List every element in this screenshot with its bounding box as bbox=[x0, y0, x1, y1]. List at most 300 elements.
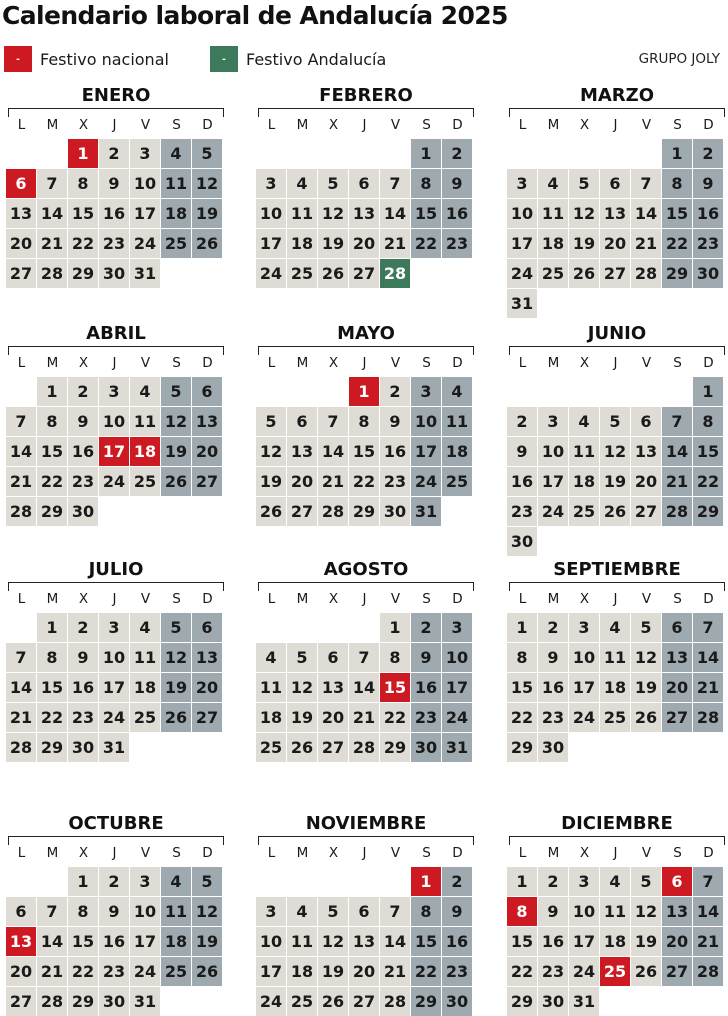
week-row bbox=[507, 957, 727, 987]
day-cell-weekend: 12 bbox=[192, 897, 222, 926]
week-row bbox=[507, 229, 727, 259]
empty-cell bbox=[538, 139, 568, 168]
day-cell-weekend: 30 bbox=[411, 733, 441, 762]
day-cell: 23 bbox=[99, 957, 129, 986]
weekday-label: L bbox=[17, 117, 26, 133]
weekday-label: L bbox=[17, 355, 26, 371]
weekday-label: J bbox=[613, 591, 618, 607]
weekday-label: J bbox=[613, 355, 618, 371]
empty-cell bbox=[538, 377, 568, 406]
month-title: MAYO bbox=[337, 323, 395, 344]
empty-cell bbox=[569, 733, 599, 762]
week-row bbox=[6, 199, 226, 229]
day-cell: 23 bbox=[99, 229, 129, 258]
weekday-header-row bbox=[256, 591, 476, 613]
weekday-label: J bbox=[362, 591, 367, 607]
festivo-nacional-swatch: - bbox=[4, 46, 32, 72]
week-row bbox=[507, 987, 727, 1016]
day-cell: 23 bbox=[380, 467, 410, 496]
day-cell-weekend: 9 bbox=[442, 169, 472, 198]
day-cell: 9 bbox=[99, 897, 129, 926]
empty-cell bbox=[538, 289, 568, 318]
day-cell-weekend: 2 bbox=[411, 613, 441, 642]
day-cell-weekend: 1 bbox=[662, 139, 692, 168]
day-cell: 22 bbox=[349, 467, 379, 496]
day-cell-weekend: 2 bbox=[693, 139, 723, 168]
day-cell: 24 bbox=[99, 703, 129, 732]
weekday-label: M bbox=[547, 355, 560, 371]
day-cell: 30 bbox=[507, 527, 537, 556]
month-header-rule bbox=[8, 108, 224, 117]
day-cell: 4 bbox=[287, 169, 317, 198]
day-cell: 10 bbox=[256, 199, 286, 228]
empty-cell bbox=[631, 289, 661, 318]
day-cell: 10 bbox=[130, 169, 160, 198]
week-row bbox=[6, 703, 226, 733]
weekday-label: V bbox=[641, 845, 652, 861]
day-cell: 8 bbox=[37, 643, 67, 672]
weekday-label: V bbox=[641, 117, 652, 133]
day-cell-weekend: 6 bbox=[192, 377, 222, 406]
weekday-label: L bbox=[17, 845, 26, 861]
month-title: DICIEMBRE bbox=[561, 813, 673, 834]
day-cell: 22 bbox=[37, 467, 67, 496]
day-cell: 11 bbox=[256, 673, 286, 702]
day-cell: 28 bbox=[37, 259, 67, 288]
day-cell: 19 bbox=[600, 467, 630, 496]
empty-cell bbox=[507, 139, 537, 168]
day-cell: 16 bbox=[538, 673, 568, 702]
month-diciembre bbox=[507, 812, 727, 1016]
day-cell: 15 bbox=[507, 673, 537, 702]
week-row bbox=[6, 259, 226, 289]
day-cell-weekend: 1 bbox=[411, 139, 441, 168]
day-cell-weekend: 4 bbox=[161, 867, 191, 896]
weekday-label: V bbox=[390, 591, 401, 607]
week-row bbox=[507, 673, 727, 703]
day-cell: 22 bbox=[507, 957, 537, 986]
day-cell: 16 bbox=[538, 927, 568, 956]
empty-cell bbox=[442, 259, 472, 288]
day-cell: 24 bbox=[569, 703, 599, 732]
day-cell: 13 bbox=[349, 927, 379, 956]
day-cell: 17 bbox=[256, 957, 286, 986]
day-cell: 12 bbox=[569, 199, 599, 228]
day-cell: 24 bbox=[256, 259, 286, 288]
day-cell: 7 bbox=[6, 643, 36, 672]
week-row bbox=[507, 377, 727, 407]
day-cell: 14 bbox=[37, 199, 67, 228]
day-cell-weekend: 12 bbox=[161, 643, 191, 672]
day-cell: 12 bbox=[256, 437, 286, 466]
month-days bbox=[256, 613, 476, 763]
day-cell: 10 bbox=[538, 437, 568, 466]
empty-cell bbox=[37, 867, 67, 896]
week-row bbox=[6, 407, 226, 437]
day-cell: 15 bbox=[349, 437, 379, 466]
day-cell: 27 bbox=[349, 987, 379, 1016]
day-cell: 10 bbox=[256, 927, 286, 956]
day-cell: 3 bbox=[256, 169, 286, 198]
day-cell: 2 bbox=[538, 867, 568, 896]
day-cell: 24 bbox=[538, 497, 568, 526]
day-cell: 5 bbox=[631, 867, 661, 896]
month-header-rule bbox=[8, 582, 224, 591]
day-cell: 21 bbox=[6, 467, 36, 496]
day-cell: 4 bbox=[600, 867, 630, 896]
day-cell: 2 bbox=[68, 377, 98, 406]
week-row bbox=[6, 437, 226, 467]
day-cell-festivo-nacional: 25 bbox=[600, 957, 630, 986]
weekday-header-row bbox=[507, 117, 727, 139]
week-row bbox=[6, 643, 226, 673]
week-row bbox=[256, 927, 476, 957]
weekday-label: J bbox=[112, 845, 117, 861]
month-title: NOVIEMBRE bbox=[305, 813, 427, 834]
month-days bbox=[6, 867, 226, 1016]
day-cell-weekend: 21 bbox=[693, 673, 723, 702]
day-cell-weekend: 27 bbox=[662, 703, 692, 732]
day-cell-weekend: 18 bbox=[161, 927, 191, 956]
day-cell-weekend: 20 bbox=[662, 927, 692, 956]
month-title: AGOSTO bbox=[323, 559, 409, 580]
week-row bbox=[507, 139, 727, 169]
day-cell-weekend: 22 bbox=[662, 229, 692, 258]
weekday-label: X bbox=[328, 355, 339, 371]
day-cell: 26 bbox=[256, 497, 286, 526]
weekday-label: L bbox=[267, 845, 276, 861]
empty-cell bbox=[693, 733, 723, 762]
day-cell-weekend: 6 bbox=[192, 613, 222, 642]
day-cell: 16 bbox=[507, 467, 537, 496]
day-cell: 23 bbox=[507, 497, 537, 526]
day-cell: 29 bbox=[349, 497, 379, 526]
day-cell-weekend: 24 bbox=[411, 467, 441, 496]
day-cell-weekend: 22 bbox=[411, 229, 441, 258]
week-row bbox=[256, 733, 476, 763]
weekday-label: S bbox=[172, 117, 181, 133]
day-cell: 3 bbox=[507, 169, 537, 198]
empty-cell bbox=[287, 139, 317, 168]
day-cell-weekend: 18 bbox=[442, 437, 472, 466]
week-row bbox=[507, 927, 727, 957]
day-cell: 27 bbox=[600, 259, 630, 288]
day-cell: 26 bbox=[631, 957, 661, 986]
weekday-label: D bbox=[703, 355, 714, 371]
day-cell: 27 bbox=[349, 259, 379, 288]
weekday-label: V bbox=[140, 355, 151, 371]
empty-cell bbox=[161, 733, 191, 762]
day-cell-weekend: 23 bbox=[442, 229, 472, 258]
empty-cell bbox=[662, 987, 692, 1016]
day-cell-weekend: 30 bbox=[442, 987, 472, 1016]
day-cell: 3 bbox=[130, 139, 160, 168]
day-cell: 11 bbox=[130, 643, 160, 672]
day-cell: 18 bbox=[600, 673, 630, 702]
day-cell: 3 bbox=[99, 613, 129, 642]
day-cell: 16 bbox=[380, 437, 410, 466]
weekday-label: D bbox=[452, 845, 463, 861]
day-cell: 29 bbox=[68, 987, 98, 1016]
week-row bbox=[507, 467, 727, 497]
day-cell: 14 bbox=[380, 927, 410, 956]
day-cell-festivo-nacional: 18 bbox=[130, 437, 160, 466]
day-cell-weekend: 8 bbox=[693, 407, 723, 436]
day-cell: 16 bbox=[99, 199, 129, 228]
day-cell: 30 bbox=[538, 733, 568, 762]
week-row bbox=[6, 467, 226, 497]
day-cell: 10 bbox=[569, 897, 599, 926]
empty-cell bbox=[6, 139, 36, 168]
weekday-header-row bbox=[256, 117, 476, 139]
weekday-header-row bbox=[507, 355, 727, 377]
day-cell: 21 bbox=[318, 467, 348, 496]
week-row bbox=[507, 289, 727, 319]
legend-festivo-nacional bbox=[4, 46, 169, 72]
empty-cell bbox=[6, 613, 36, 642]
weekday-label: V bbox=[140, 591, 151, 607]
week-row bbox=[256, 703, 476, 733]
empty-cell bbox=[380, 867, 410, 896]
day-cell: 17 bbox=[569, 673, 599, 702]
empty-cell bbox=[6, 377, 36, 406]
weekday-label: V bbox=[390, 117, 401, 133]
day-cell: 8 bbox=[68, 169, 98, 198]
day-cell: 9 bbox=[68, 407, 98, 436]
day-cell: 16 bbox=[99, 927, 129, 956]
empty-cell bbox=[600, 289, 630, 318]
day-cell-weekend: 20 bbox=[192, 437, 222, 466]
weekday-label: V bbox=[641, 591, 652, 607]
empty-cell bbox=[318, 377, 348, 406]
day-cell-weekend: 31 bbox=[442, 733, 472, 762]
day-cell-weekend: 8 bbox=[662, 169, 692, 198]
week-row bbox=[6, 733, 226, 763]
day-cell: 21 bbox=[37, 957, 67, 986]
day-cell: 27 bbox=[6, 259, 36, 288]
day-cell: 17 bbox=[538, 467, 568, 496]
weekday-label: S bbox=[673, 845, 682, 861]
day-cell: 6 bbox=[349, 897, 379, 926]
weekday-label: M bbox=[46, 117, 59, 133]
day-cell-festivo-nacional: 1 bbox=[411, 867, 441, 896]
day-cell: 16 bbox=[68, 437, 98, 466]
day-cell-weekend: 18 bbox=[161, 199, 191, 228]
empty-cell bbox=[318, 613, 348, 642]
day-cell: 27 bbox=[6, 987, 36, 1016]
day-cell: 20 bbox=[6, 957, 36, 986]
weekday-label: M bbox=[296, 355, 309, 371]
day-cell: 4 bbox=[130, 613, 160, 642]
week-row bbox=[507, 407, 727, 437]
day-cell: 12 bbox=[600, 437, 630, 466]
day-cell: 28 bbox=[6, 497, 36, 526]
weekday-label: M bbox=[46, 355, 59, 371]
day-cell-weekend: 10 bbox=[442, 643, 472, 672]
weekday-label: D bbox=[452, 355, 463, 371]
month-header-rule bbox=[509, 836, 725, 845]
day-cell-weekend: 21 bbox=[693, 927, 723, 956]
month-days bbox=[6, 613, 226, 763]
day-cell: 25 bbox=[569, 497, 599, 526]
festivo-andalucia-swatch: - bbox=[210, 46, 238, 72]
day-cell: 9 bbox=[380, 407, 410, 436]
day-cell: 19 bbox=[631, 673, 661, 702]
day-cell: 11 bbox=[287, 927, 317, 956]
day-cell: 3 bbox=[538, 407, 568, 436]
month-days bbox=[507, 377, 727, 557]
day-cell-weekend: 26 bbox=[161, 703, 191, 732]
page-title: Calendario laboral de Andalucía 2025 bbox=[2, 1, 508, 30]
weekday-label: L bbox=[518, 355, 527, 371]
day-cell: 11 bbox=[569, 437, 599, 466]
day-cell: 28 bbox=[6, 733, 36, 762]
day-cell: 17 bbox=[130, 199, 160, 228]
day-cell-weekend: 22 bbox=[411, 957, 441, 986]
day-cell: 30 bbox=[68, 733, 98, 762]
empty-cell bbox=[631, 733, 661, 762]
day-cell: 15 bbox=[68, 927, 98, 956]
day-cell-weekend: 26 bbox=[161, 467, 191, 496]
weekday-label: J bbox=[112, 117, 117, 133]
empty-cell bbox=[37, 139, 67, 168]
day-cell: 21 bbox=[380, 957, 410, 986]
day-cell: 2 bbox=[538, 613, 568, 642]
day-cell-weekend: 30 bbox=[693, 259, 723, 288]
day-cell: 26 bbox=[600, 497, 630, 526]
day-cell: 14 bbox=[6, 673, 36, 702]
day-cell: 29 bbox=[68, 259, 98, 288]
day-cell-festivo-nacional: 1 bbox=[349, 377, 379, 406]
day-cell: 10 bbox=[507, 199, 537, 228]
month-title: OCTUBRE bbox=[68, 813, 164, 834]
day-cell: 6 bbox=[287, 407, 317, 436]
empty-cell bbox=[631, 139, 661, 168]
day-cell: 25 bbox=[287, 987, 317, 1016]
day-cell: 11 bbox=[600, 897, 630, 926]
day-cell-weekend: 26 bbox=[192, 957, 222, 986]
empty-cell bbox=[287, 377, 317, 406]
weekday-label: X bbox=[579, 355, 590, 371]
day-cell: 6 bbox=[318, 643, 348, 672]
empty-cell bbox=[256, 867, 286, 896]
day-cell-weekend: 28 bbox=[693, 703, 723, 732]
weekday-label: X bbox=[78, 117, 89, 133]
weekday-label: D bbox=[202, 117, 213, 133]
day-cell: 27 bbox=[318, 733, 348, 762]
day-cell: 1 bbox=[380, 613, 410, 642]
day-cell: 25 bbox=[256, 733, 286, 762]
day-cell: 24 bbox=[99, 467, 129, 496]
day-cell: 28 bbox=[380, 987, 410, 1016]
weekday-label: V bbox=[140, 117, 151, 133]
week-row bbox=[507, 437, 727, 467]
month-noviembre bbox=[256, 812, 476, 1016]
day-cell: 17 bbox=[99, 673, 129, 702]
day-cell: 29 bbox=[380, 733, 410, 762]
day-cell-weekend: 25 bbox=[161, 957, 191, 986]
week-row bbox=[256, 169, 476, 199]
day-cell: 8 bbox=[349, 407, 379, 436]
day-cell-weekend: 29 bbox=[411, 987, 441, 1016]
day-cell: 9 bbox=[68, 643, 98, 672]
day-cell: 2 bbox=[380, 377, 410, 406]
day-cell: 10 bbox=[130, 897, 160, 926]
day-cell: 31 bbox=[569, 987, 599, 1016]
weekday-label: S bbox=[422, 591, 431, 607]
weekday-label: M bbox=[547, 845, 560, 861]
day-cell-festivo-nacional: 17 bbox=[99, 437, 129, 466]
empty-cell bbox=[631, 987, 661, 1016]
month-days bbox=[507, 613, 727, 763]
source-credit: GRUPO JOLY bbox=[638, 51, 720, 67]
month-header-rule bbox=[258, 582, 474, 591]
weekday-label: S bbox=[422, 845, 431, 861]
week-row bbox=[256, 987, 476, 1016]
day-cell: 6 bbox=[6, 897, 36, 926]
weekday-header-row bbox=[256, 845, 476, 867]
day-cell-weekend: 22 bbox=[693, 467, 723, 496]
day-cell: 24 bbox=[256, 987, 286, 1016]
day-cell-festivo-nacional: 13 bbox=[6, 927, 36, 956]
empty-cell bbox=[256, 139, 286, 168]
day-cell: 22 bbox=[37, 703, 67, 732]
week-row bbox=[256, 229, 476, 259]
empty-cell bbox=[662, 527, 692, 556]
day-cell-weekend: 9 bbox=[411, 643, 441, 672]
empty-cell bbox=[99, 497, 129, 526]
day-cell: 15 bbox=[37, 673, 67, 702]
month-header-rule bbox=[509, 582, 725, 591]
weekday-label: S bbox=[673, 117, 682, 133]
day-cell: 14 bbox=[380, 199, 410, 228]
festivo-nacional-label: Festivo nacional bbox=[40, 49, 169, 69]
day-cell: 17 bbox=[569, 927, 599, 956]
week-row bbox=[256, 897, 476, 927]
day-cell: 9 bbox=[538, 643, 568, 672]
day-cell: 19 bbox=[256, 467, 286, 496]
week-row bbox=[6, 897, 226, 927]
month-enero bbox=[6, 84, 226, 289]
day-cell: 2 bbox=[507, 407, 537, 436]
day-cell: 17 bbox=[256, 229, 286, 258]
day-cell: 13 bbox=[318, 673, 348, 702]
week-row bbox=[6, 613, 226, 643]
day-cell: 25 bbox=[600, 703, 630, 732]
day-cell: 7 bbox=[318, 407, 348, 436]
day-cell: 12 bbox=[631, 643, 661, 672]
day-cell: 21 bbox=[631, 229, 661, 258]
week-row bbox=[6, 987, 226, 1016]
day-cell: 12 bbox=[318, 927, 348, 956]
day-cell: 10 bbox=[569, 643, 599, 672]
day-cell-weekend: 7 bbox=[693, 613, 723, 642]
day-cell: 5 bbox=[631, 613, 661, 642]
month-title: SEPTIEMBRE bbox=[553, 559, 681, 580]
weekday-label: X bbox=[78, 845, 89, 861]
day-cell-weekend: 23 bbox=[411, 703, 441, 732]
day-cell: 11 bbox=[538, 199, 568, 228]
day-cell: 26 bbox=[318, 987, 348, 1016]
week-row bbox=[507, 527, 727, 557]
weekday-label: M bbox=[547, 117, 560, 133]
day-cell: 10 bbox=[99, 407, 129, 436]
day-cell: 26 bbox=[287, 733, 317, 762]
day-cell-weekend: 19 bbox=[161, 437, 191, 466]
day-cell: 23 bbox=[538, 703, 568, 732]
month-julio bbox=[6, 558, 226, 763]
day-cell: 29 bbox=[37, 497, 67, 526]
